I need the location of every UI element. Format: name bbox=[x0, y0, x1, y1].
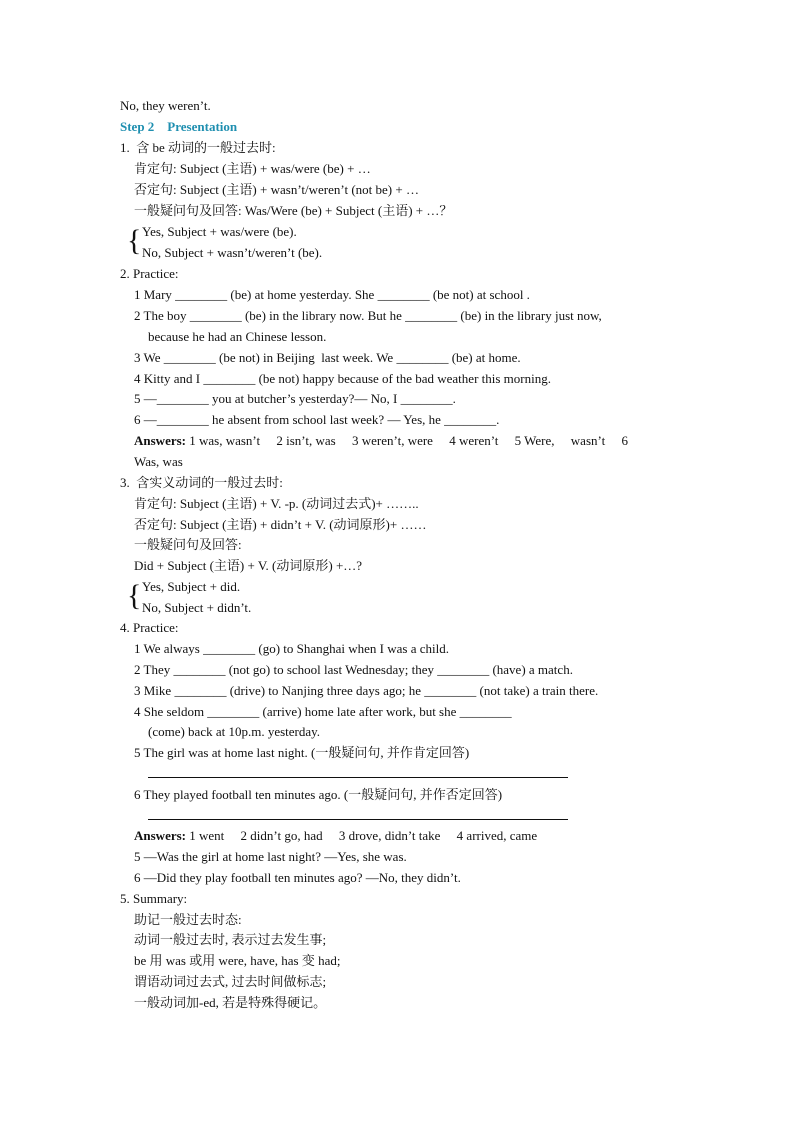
answers-label: Answers: bbox=[134, 828, 186, 843]
exercise-item: 2 The boy ________ (be) in the library now. But he ________ (be) in the library just now, bbox=[134, 308, 602, 323]
section-heading: 4. Practice: bbox=[120, 620, 179, 635]
exercise-item: 4 She seldom ________ (arrive) home late after work, but she ________ bbox=[134, 704, 512, 719]
answers-line: Was, was bbox=[134, 454, 183, 469]
exercise-item: 5 —________ you at butcher’s yesterday?— No, I ________. bbox=[134, 391, 456, 406]
text-line: 一般动词加-ed, 若是特殊得硬记。 bbox=[134, 995, 327, 1010]
text-line: 助记一般过去时态: bbox=[134, 912, 242, 927]
text-line: Yes, Subject + was/were (be). bbox=[142, 224, 297, 239]
answers-line bbox=[134, 828, 537, 844]
text-line: 否定句: Subject (主语) + didn’t + V. (动词原形)+ …… bbox=[134, 517, 427, 532]
answers-line: 6 —Did they play football ten minutes ago? —No, they didn’t. bbox=[134, 870, 461, 885]
text-line: Yes, Subject + did. bbox=[142, 579, 241, 594]
exercise-item: 6 —________ he absent from school last week? — Yes, he ________. bbox=[134, 412, 500, 427]
answers-label: Answers: bbox=[134, 433, 186, 448]
section-heading: 3. 含实义动词的一般过去时: bbox=[120, 475, 283, 490]
exercise-item: 3 We ________ (be not) in Beijing last week. We ________ (be) at home. bbox=[134, 350, 521, 365]
text-line: No, Subject + didn’t. bbox=[142, 600, 252, 615]
text-line: No, they weren’t. bbox=[120, 98, 211, 113]
text-line: Did + Subject (主语) + V. (动词原形) +…? bbox=[134, 558, 363, 573]
brace-icon: { bbox=[127, 579, 142, 612]
text-line: 一般疑问句及回答: Was/Were (be) + Subject (主语) + …？ bbox=[134, 203, 453, 218]
text-line: 肯定句: Subject (主语) + was/were (be) + … bbox=[134, 161, 371, 176]
exercise-item: because he had an Chinese lesson. bbox=[148, 329, 327, 344]
exercise-item: 5 The girl was at home last night. (一般疑问句, 并作肯定回答) bbox=[134, 745, 470, 760]
exercise-item: 3 Mike ________ (drive) to Nanjing three days ago; he ________ (not take) a train there. bbox=[134, 683, 599, 698]
answers-text: 1 went 2 didn’t go, had 3 drove, didn’t take 4 arrived, came bbox=[186, 828, 538, 843]
text-line: 否定句: Subject (主语) + wasn’t/weren’t (not be) + … bbox=[134, 182, 419, 197]
answers-text: 1 was, wasn’t 2 isn’t, was 3 weren’t, were 4 weren’t 5 Were, wasn’t 6 bbox=[186, 433, 628, 448]
answers-line: 5 —Was the girl at home last night? —Yes, she was. bbox=[134, 849, 407, 864]
exercise-item: 4 Kitty and I ________ (be not) happy because of the bad weather this morning. bbox=[134, 371, 551, 386]
text-line: be 用 was 或用 were, have, has 变 had; bbox=[134, 953, 341, 968]
exercise-item: 1 Mary ________ (be) at home yesterday. She ________ (be not) at school . bbox=[134, 287, 530, 302]
answer-rule bbox=[148, 819, 568, 820]
exercise-item: (come) back at 10p.m. yesterday. bbox=[148, 724, 321, 739]
text-line: 动词一般过去时, 表示过去发生事; bbox=[134, 932, 327, 947]
step-heading: Step 2 Presentation bbox=[120, 119, 238, 134]
exercise-item: 6 They played football ten minutes ago. (一般疑问句, 并作否定回答) bbox=[134, 787, 503, 802]
section-heading: 1. 含 be 动词的一般过去时: bbox=[120, 140, 276, 155]
answer-rule bbox=[148, 777, 568, 778]
section-heading: 5. Summary: bbox=[120, 891, 188, 906]
brace-icon: { bbox=[127, 224, 142, 257]
text-line: 肯定句: Subject (主语) + V. -p. (动词过去式)+ …….. bbox=[134, 496, 419, 511]
section-heading: 2. Practice: bbox=[120, 266, 179, 281]
exercise-item: 1 We always ________ (go) to Shanghai when I was a child. bbox=[134, 641, 449, 656]
answers-line bbox=[134, 433, 628, 449]
text-line: No, Subject + wasn’t/weren’t (be). bbox=[142, 245, 323, 260]
text-line: 一般疑问句及回答: bbox=[134, 537, 242, 552]
text-line: 谓语动词过去式, 过去时间做标志; bbox=[134, 974, 327, 989]
exercise-item: 2 They ________ (not go) to school last Wednesday; they ________ (have) a match. bbox=[134, 662, 573, 677]
